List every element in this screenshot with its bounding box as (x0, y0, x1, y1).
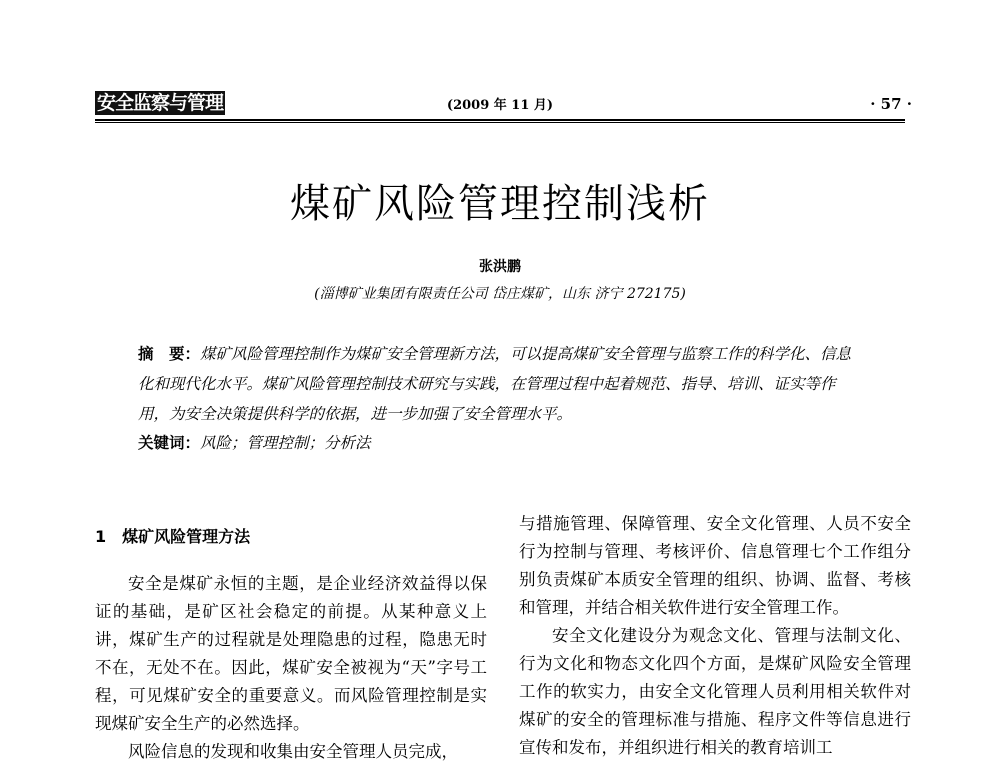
header-rule (95, 119, 905, 123)
paragraph: 与措施管理、保障管理、安全文化管理、人员不安全行为控制与管理、考核评价、信息管理七个工作组分别负责煤矿本质安全管理的组织、协调、监督、考核和管理，并结合相关软件进行安全管理工作。 (519, 514, 911, 617)
article-title: 煤矿风险管理控制浅析 (290, 181, 710, 227)
abstract (138, 339, 863, 429)
section-heading: 1 煤矿风险管理方法 (95, 527, 251, 546)
author-name: 张洪鹏 (479, 259, 521, 275)
paragraph: 风险信息的发现和收集由安全管理人员完成， (128, 742, 458, 761)
left-column (95, 570, 487, 766)
paragraph: 安全文化建设分为观念文化、管理与法制文化、行为文化和物态文化四个方面，是煤矿风险安全管理工作的软实力，由安全文化管理人员利用相关软件对煤矿的安全的管理标准与措施、程序文件等信息进行宣传和发布，并组织进行相关的教育培训工 (519, 626, 911, 757)
keywords-text: 风险；管理控制；分析法 (200, 434, 371, 452)
author-affiliation: (淄博矿业集团有限责任公司 岱庄煤矿，山东 济宁 272175) (314, 286, 686, 302)
keywords-label: 关键词： (138, 433, 201, 452)
right-column (519, 510, 911, 762)
page-number: · 57 · (870, 95, 912, 113)
issue-date: (2009 年 11 月) (446, 98, 554, 113)
paragraph: 安全是煤矿永恒的主题，是企业经济效益得以保证的基础，是矿区社会稳定的前提。从某种意义上讲，煤矿生产的过程就是处理隐患的过程，隐患无时不在，无处不在。因此，煤矿安全被视为“天”字号工程，可见煤矿安全的重要意义。而风险管理控制是实现煤矿安全生产的必然选择。 (95, 574, 487, 733)
journal-section-badge: 安全监察与管理 (97, 92, 224, 114)
abstract-text: 煤矿风险管理控制作为煤矿安全管理新方法，可以提高煤矿安全管理与监察工作的科学化、信息化和现代化水平。煤矿风险管理控制技术研究与实践，在管理过程中起着规范、指导、培训、证实等作用，为安全决策提供科学的依据，进一步加强了安全管理水平。 (138, 345, 852, 423)
keywords (138, 428, 863, 458)
abstract-label: 摘 要： (138, 344, 201, 363)
